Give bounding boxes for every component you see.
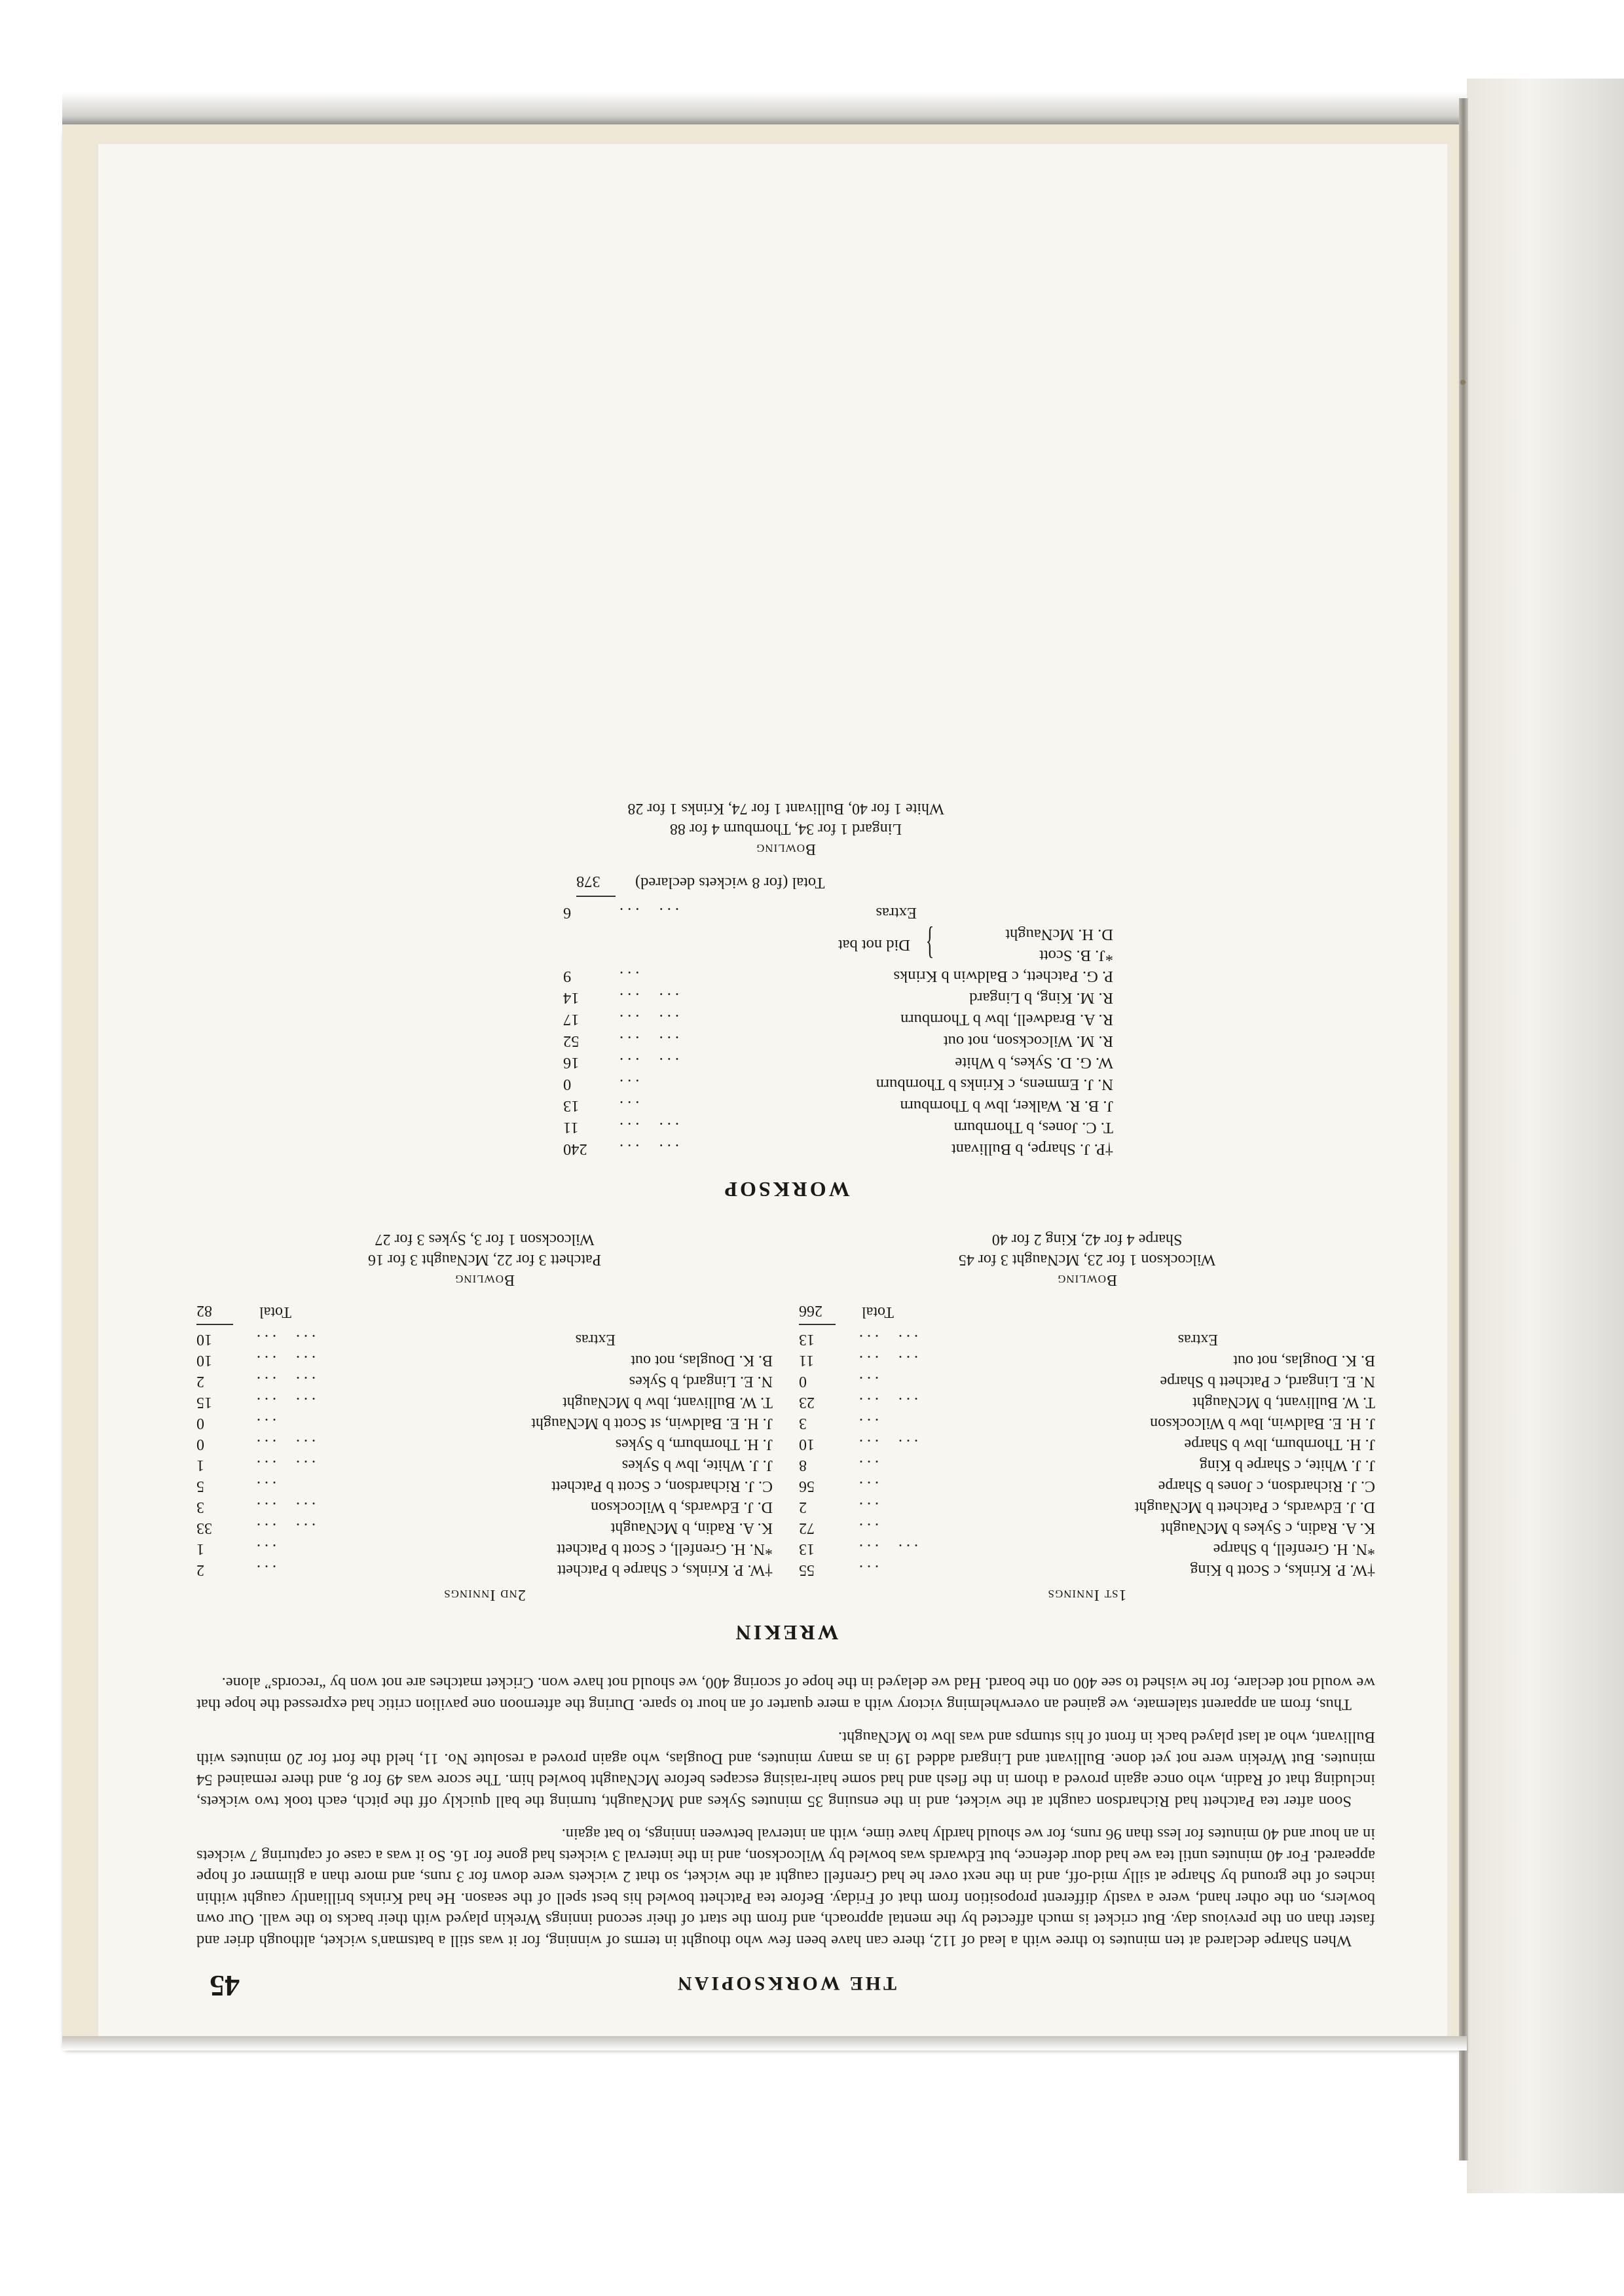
batting-line: T. W. Bullivant, b McNaught ... ... 23 (799, 1392, 1375, 1413)
innings-heading: 1st Innings (1047, 1586, 1127, 1603)
batsman-runs: 10 (196, 1352, 212, 1369)
batting-line: W. G. D. Sykes, b White ... ... 16 (458, 1052, 1113, 1074)
batsman-runs: 14 (563, 989, 580, 1007)
batting-line: N. E. Lingard, b Sykes ... ... 2 (196, 1371, 773, 1392)
batsman-runs: 11 (799, 1352, 815, 1369)
batsman-name: N. J. Emmens, c Krinks b Thornburn (876, 1076, 1113, 1093)
batsman-name: T. W. Bullivant, lbw b McNaught (563, 1394, 773, 1411)
extras-label: Extras (575, 1331, 616, 1348)
batsman-runs: 0 (196, 1436, 204, 1453)
batsman-name: D. J. Edwards, c Patchett b McNaught (1134, 1499, 1375, 1516)
batting-line: B. K. Douglas, not out ... ... 10 (196, 1350, 773, 1371)
wrekin-heading: WREKIN (733, 1621, 839, 1645)
wrekin-first-innings (799, 1229, 1375, 1603)
page-number: 45 (210, 1969, 240, 2003)
batsman-name: †P. J. Sharpe, b Bullivant (951, 1140, 1113, 1158)
book-spine (1459, 98, 1468, 2160)
batsman-name: †W. P. Krinks, c Scott b King (1190, 1561, 1375, 1578)
batsman-name: †W. P. Krinks, c Sharpe b Patchett (557, 1561, 773, 1578)
batsman-runs: 33 (196, 1520, 212, 1537)
extras-line: Extras ... ... 13 (799, 1329, 1375, 1350)
bowling-line: White 1 for 40, Bullivant 1 for 74, Krinks 1 for 28 (627, 800, 944, 817)
bowling-line: Lingard 1 for 34, Thornburn 4 for 88 (669, 820, 902, 837)
batsman-runs: 1 (196, 1457, 204, 1474)
batting-line: J. H. E. Baldwin, st Scott b McNaught ... 0 (196, 1413, 773, 1434)
batsman-runs: 2 (196, 1373, 204, 1390)
dnb-player: *J. B. Scott (1039, 947, 1113, 964)
batting-line: R. A. Bradwell, lbw b Thornburn ... ... 17 (458, 1009, 1113, 1030)
batsman-runs: 1 (196, 1540, 204, 1558)
bowling-heading: Bowling (454, 1271, 515, 1288)
batting-line: R. M. Wilcockson, not out ... ... 52 (458, 1030, 1113, 1052)
batsman-runs: 0 (196, 1415, 204, 1432)
dnb-player: D. H. McNaught (1005, 926, 1113, 943)
bowling-summary (458, 798, 1113, 859)
batting-line: C. J. Richardson, c Jones b Sharpe ... 56 (799, 1476, 1375, 1497)
extras-runs: 13 (799, 1331, 815, 1348)
batting-line: P. G. Patchett, c Baldwin b Krinks ... 9 (458, 966, 1113, 987)
batting-line: J. H. Thornburn, b Sykes ... ... 0 (196, 1434, 773, 1455)
batsman-name: K. A. Radin, c Sykes b McNaught (1160, 1520, 1375, 1537)
bowling-line: Sharpe 4 for 42, King 2 for 40 (991, 1231, 1183, 1248)
book-page (98, 144, 1451, 2036)
batsman-name: R. M. King, b Lingard (969, 989, 1113, 1007)
batsman-name: C. J. Richardson, c Scott b Patchett (551, 1478, 773, 1495)
batting-line: *N. H. Grenfell, c Scott b Patchett ... 1 (196, 1539, 773, 1559)
batsman-name: B. K. Douglas, not out (1233, 1352, 1375, 1369)
batsman-runs: 23 (799, 1394, 815, 1411)
total-label: Total (for 8 wickets declared) (635, 874, 825, 892)
worksop-heading: WORKSOP (722, 1178, 850, 1201)
batsman-name: *N. H. Grenfell, c Scott b Patchett (557, 1540, 773, 1558)
batsman-runs: 3 (196, 1499, 204, 1516)
innings-heading: 2nd Innings (443, 1586, 526, 1603)
batting-line: T. C. Jones, b Thornburn ... ... 11 (458, 1117, 1113, 1139)
running-header (196, 1951, 1375, 2003)
batting-line: N. J. Emmens, c Krinks b Thornburn ... 0 (458, 1074, 1113, 1095)
facing-page-edge (1467, 79, 1624, 2193)
paper-speck (1460, 380, 1466, 385)
page-bottom-shadow (62, 2036, 1467, 2050)
batsman-runs: 5 (196, 1478, 204, 1495)
extras-runs: 10 (196, 1331, 212, 1348)
batsman-runs: 8 (799, 1457, 807, 1474)
batsman-name: J. H. Thornburn, b Sykes (615, 1436, 773, 1453)
batsman-runs: 2 (196, 1561, 204, 1578)
batting-line: K. A. Radin, c Sykes b McNaught ... 72 (799, 1518, 1375, 1539)
batting-line: J. H. E. Baldwin, lbw b Wilcockson ... 3 (799, 1413, 1375, 1434)
header-title: THE WORKSOPIAN (675, 1973, 896, 1994)
batting-line: J. B. R. Walker, lbw b Thornburn ... 13 (458, 1095, 1113, 1117)
batting-line: B. K. Douglas, not out ... ... 11 (799, 1350, 1375, 1371)
batsman-name: T. W. Bullivant, b McNaught (1192, 1394, 1375, 1411)
batsman-name: *N. H. Grenfell, b Sharpe (1213, 1540, 1375, 1558)
batting-line: N. E. Lingard, c Patchett b Sharpe ... 0 (799, 1371, 1375, 1392)
bowling-summary (196, 1229, 773, 1290)
bowling-line: Wilcockson 1 for 3, Sykes 3 for 27 (375, 1231, 595, 1248)
batting-line: J. J. White, lbw b Sykes ... ... 1 (196, 1455, 773, 1476)
did-not-bat-names (943, 924, 1113, 966)
batsman-runs: 240 (563, 1140, 587, 1158)
batsman-runs: 13 (563, 1097, 580, 1115)
wrekin-second-innings (196, 1229, 773, 1603)
batsman-runs: 52 (563, 1032, 580, 1050)
bowling-summary (799, 1229, 1375, 1290)
wrekin-scorecards (196, 1229, 1375, 1603)
total-line (799, 1299, 1375, 1325)
batsman-name: J. J. White, lbw b Sykes (621, 1457, 773, 1474)
brace-icon: } (925, 923, 934, 966)
batsman-name: R. M. Wilcockson, not out (943, 1032, 1113, 1050)
batsman-runs: 0 (799, 1373, 807, 1390)
bowling-heading: Bowling (1057, 1271, 1117, 1288)
batsman-name: D. J. Edwards, b Wilcockson (591, 1499, 773, 1516)
batsman-runs: 55 (799, 1561, 815, 1578)
batting-line: †W. P. Krinks, c Scott b King ... 55 (799, 1559, 1375, 1580)
batting-line: D. J. Edwards, b Wilcockson ... ... 3 (196, 1497, 773, 1518)
batsman-name: P. G. Patchett, c Baldwin b Krinks (893, 968, 1113, 985)
batsman-runs: 72 (799, 1520, 815, 1537)
batsman-runs: 3 (799, 1415, 807, 1432)
batsman-runs: 0 (563, 1076, 572, 1093)
batsman-name: W. G. D. Sykes, b White (955, 1054, 1113, 1072)
total-runs: 266 (799, 1299, 836, 1325)
batsman-name: T. C. Jones, b Thornburn (953, 1119, 1113, 1137)
total-runs: 378 (576, 868, 616, 897)
bowling-line: Wilcockson 1 for 23, McNaught 3 for 45 (958, 1251, 1216, 1268)
batsman-runs: 13 (799, 1540, 815, 1558)
batsman-runs: 15 (196, 1394, 212, 1411)
batting-line: †P. J. Sharpe, b Bullivant ... ... 240 (458, 1139, 1113, 1160)
batsman-runs: 10 (799, 1436, 815, 1453)
batting-line: D. J. Edwards, c Patchett b McNaught ... 2 (799, 1497, 1375, 1518)
batsman-name: J. H. E. Baldwin, st Scott b McNaught (531, 1415, 773, 1432)
batsman-name: C. J. Richardson, c Jones b Sharpe (1158, 1478, 1375, 1495)
batsman-name: J. B. R. Walker, lbw b Thornburn (900, 1097, 1113, 1115)
report-paragraph-3: Thus, from an apparent stalemate, we gained an overwhelming victory with a mere quarter of an hour to spare. During the afternoon one pavilion critic had expressed the hope that we would not declare, for he wished to see 400 on the board. Had we delayed in the hope of scoring 400, we should not have won. Cricket matches are not won by “records” alone. (196, 1674, 1375, 1713)
batsman-name: J. H. Thornburn, lbw b Sharpe (1184, 1436, 1375, 1453)
did-not-bat-label: Did not bat (838, 936, 910, 954)
batsman-name: B. K. Douglas, not out (631, 1352, 773, 1369)
batting-line: C. J. Richardson, c Scott b Patchett ... 5 (196, 1476, 773, 1497)
page-content (196, 798, 1375, 2003)
batsman-runs: 2 (799, 1499, 807, 1516)
batsman-runs: 56 (799, 1478, 815, 1495)
batting-line: †W. P. Krinks, c Sharpe b Patchett ... 2 (196, 1559, 773, 1580)
batsman-runs: 16 (563, 1054, 580, 1072)
total-runs: 82 (196, 1299, 233, 1325)
scanner-shadow-top (62, 0, 1624, 141)
batsman-name: J. J. White, c Sharpe b King (1199, 1457, 1375, 1474)
batsman-name: R. A. Bradwell, lbw b Thornburn (900, 1011, 1113, 1029)
extras-label: Extras (1177, 1331, 1218, 1348)
extras-line: Extras ... ... 10 (196, 1329, 773, 1350)
bowling-line: Patchett 3 for 22, McNaught 3 for 16 (368, 1251, 601, 1268)
batsman-runs: 9 (563, 968, 572, 985)
batting-line: R. M. King, b Lingard ... ... 14 (458, 987, 1113, 1009)
report-paragraph-1: When Sharpe declared at ten minutes to three with a lead of 112, there can have been few who thought in terms of winning, for it was still a batsman's wicket, although drier and faster than on the previous day. But cricket is much affected by the mental approach, and from the start of their second innings Wrekin played with their backs to the wall. Our own bowlers, on the other hand, were a vastly different proposition from that of Friday. Before tea Patchett bowled his best spell of the season. He had Krinks brilliantly caught within inches of the ground by Sharpe at silly mid-off, and in the next over he had Grenfell caught at the wicket, so that 2 wickets were down for 3 runs, and more than a glimmer of hope appeared. For 40 minutes until tea we had dour defence, but Edwards was bowled by Wilcockson, and in the interval 3 wickets had gone for 16. So it was a case of capturing 7 wickets in an hour and 40 minutes for less than 96 runs, for we should hardly have time, with an interval between innings, to bat again. (196, 1825, 1375, 1950)
batsman-name: K. A. Radin, b McNaught (610, 1520, 773, 1537)
total-label: Total (862, 1303, 894, 1321)
batting-line: K. A. Radin, b McNaught ... ... 33 (196, 1518, 773, 1539)
batsman-name: N. E. Lingard, c Patchett b Sharpe (1160, 1373, 1375, 1390)
extras-runs: 6 (563, 904, 572, 922)
extras-line: Extras ... ... 6 (458, 902, 1113, 924)
batting-line: J. J. White, c Sharpe b King ... 8 (799, 1455, 1375, 1476)
extras-label: Extras (876, 904, 917, 922)
batting-line: J. H. Thornburn, lbw b Sharpe ... ... 10 (799, 1434, 1375, 1455)
batting-line: T. W. Bullivant, lbw b McNaught ... ... 15 (196, 1392, 773, 1413)
worksop-scorecard (458, 798, 1113, 1160)
batting-line: *N. H. Grenfell, b Sharpe ... ... 13 (799, 1539, 1375, 1559)
report-paragraph-2: Soon after tea Patchett had Richardson caught at the wicket, and in the ensuing 35 minutes Sykes and McNaught, turning the ball quickly off the pitch, each took two wickets, including that of Radin, who once again proved a thorn in the flesh and had some hair-raising escapes before McNaught bowled him. The score was 49 for 8, and there remained 54 minutes. But Wrekin were not yet done. Bullivant and Lingard added 19 in as many minutes, and Douglas, who again proved a resolute No. 11, held the fort for 20 minutes with Bullivant, who at last played back in front of his stumps and was lbw to McNaught. (196, 1728, 1375, 1810)
batsman-runs: 17 (563, 1011, 580, 1029)
bowling-heading: Bowling (756, 841, 816, 858)
batsman-runs: 11 (563, 1119, 579, 1137)
batsman-name: J. H. E. Baldwin, lbw b Wilcockson (1150, 1415, 1375, 1432)
total-label: Total (259, 1303, 291, 1321)
did-not-bat (458, 924, 1113, 966)
batsman-name: N. E. Lingard, b Sykes (629, 1373, 773, 1390)
total-line (576, 868, 1113, 897)
total-line (196, 1299, 773, 1325)
upside-down-content (98, 144, 1447, 2036)
